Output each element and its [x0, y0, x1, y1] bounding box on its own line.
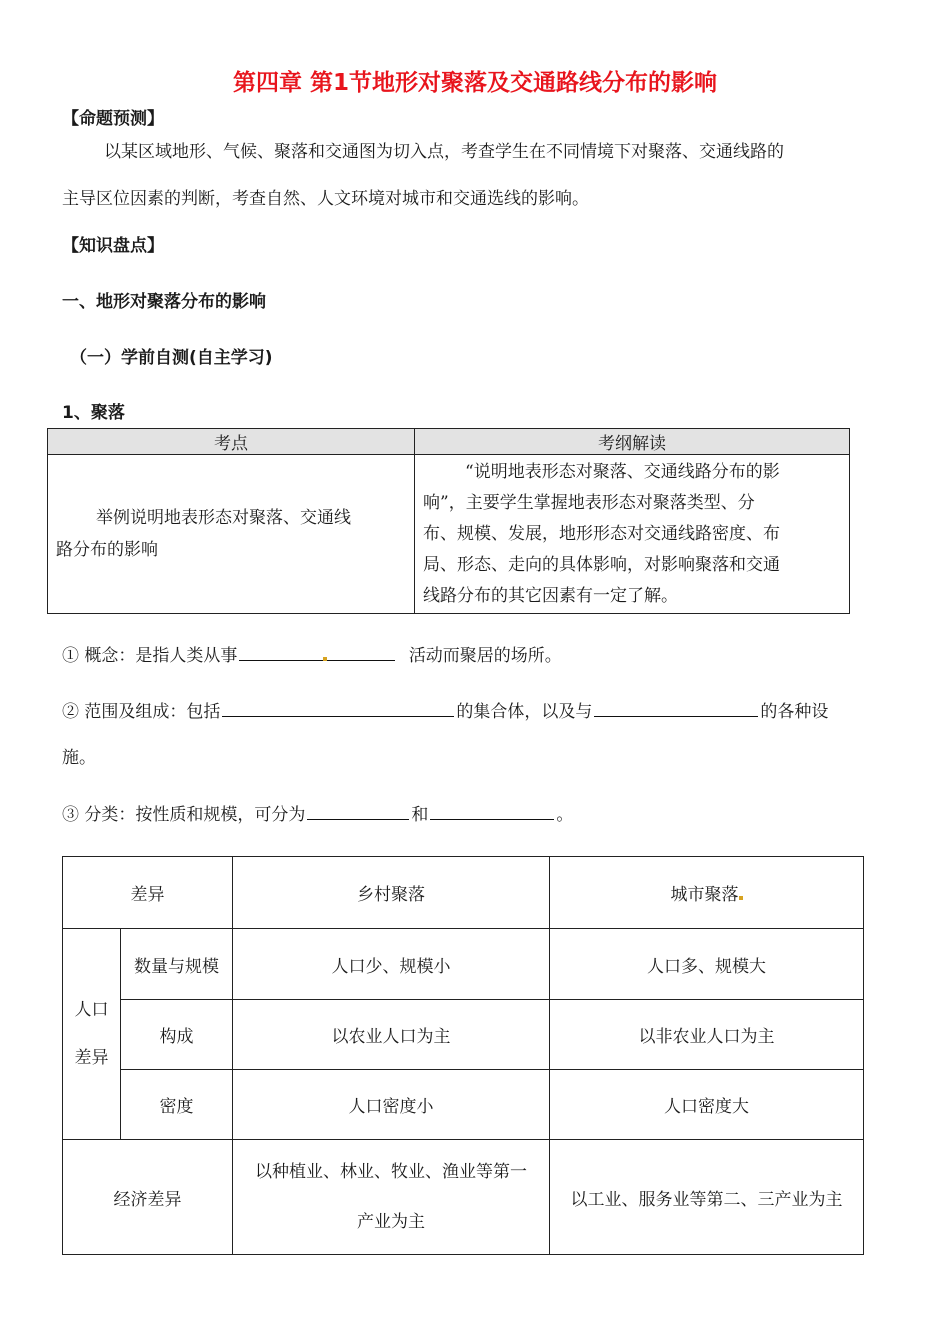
compare-header-difference: 差异: [63, 857, 233, 929]
q3-suffix: 。: [556, 805, 574, 825]
q3-middle: 和: [411, 805, 429, 825]
prediction-text-line-1: 以某区域地形、气候、聚落和交通图为切入点，考查学生在不同情境下对聚落、交通线路的: [104, 142, 784, 162]
prediction-text-line-2: 主导区位因素的判断，考查自然、人文环境对城市和交通选线的影响。: [62, 189, 589, 209]
syllabus-point-line-1: 举例说明地表形态对聚落、交通线: [96, 508, 351, 528]
row-label-density: 密度: [121, 1070, 233, 1140]
scope-blank-2[interactable]: [594, 698, 758, 717]
syllabus-header-point: 考点: [48, 429, 415, 455]
question-classification: [62, 793, 573, 837]
q2-prefix: ② 范围及组成：包括: [62, 702, 221, 722]
q2-suffix: 的各种设: [760, 702, 829, 722]
classification-blank-2[interactable]: [430, 801, 554, 820]
page-title: 第四章 第1节地形对聚落及交通路线分布的影响: [232, 70, 717, 96]
question-concept: [62, 634, 562, 678]
settlement-comparison-table: [62, 856, 864, 1255]
q2-line-2: 施。: [62, 748, 96, 768]
item-heading-settlement: 1、聚落: [62, 403, 125, 423]
classification-blank-1[interactable]: [307, 801, 409, 820]
syllabus-table: [47, 428, 850, 614]
knowledge-heading: 【知识盘点】: [62, 236, 164, 256]
row-label-quantity-scale: 数量与规模: [121, 929, 233, 1000]
scope-blank-1[interactable]: [222, 698, 454, 717]
syllabus-reading-cell: [415, 455, 850, 614]
q1-prefix: ① 概念：是指人类从事: [62, 646, 238, 666]
prediction-heading: 【命题预测】: [62, 109, 164, 129]
economic-difference-label: 经济差异: [63, 1140, 233, 1255]
section-heading-1: 一、地形对聚落分布的影响: [62, 292, 266, 312]
urban-economy: 以工业、服务业等第二、三产业为主: [550, 1140, 864, 1255]
row-label-composition: 构成: [121, 1000, 233, 1070]
compare-header-rural: 乡村聚落: [233, 857, 550, 929]
question-scope: [62, 690, 828, 734]
syllabus-reading-line: 线路分布的其它因素有一定了解。: [423, 585, 678, 606]
urban-density: 人口密度大: [550, 1070, 864, 1140]
syllabus-reading-line: 响”，主要学生掌握地表形态对聚落类型、分: [423, 492, 755, 513]
rural-quantity-scale: 人口少、规模小: [233, 929, 550, 1000]
rural-density: 人口密度小: [233, 1070, 550, 1140]
q2-middle: 的集合体，以及与: [456, 702, 593, 722]
syllabus-header-reading: 考纲解读: [415, 429, 850, 455]
urban-quantity-scale: 人口多、规模大: [550, 929, 864, 1000]
subsection-heading: （一）学前自测(自主学习): [70, 348, 273, 368]
rural-economy: 以种植业、林业、牧业、渔业等第一 产业为主: [233, 1140, 550, 1255]
syllabus-reading-line: 布、规模、发展，地形形态对交通线路密度、布: [423, 523, 780, 544]
compare-header-urban: 城市聚落: [550, 857, 864, 929]
syllabus-point-line-2: 路分布的影响: [56, 540, 158, 560]
concept-blank[interactable]: [239, 642, 395, 661]
syllabus-reading-line: 局、形态、走向的具体影响，对影响聚落和交通: [423, 554, 780, 575]
syllabus-reading-line: “说明地表形态对聚落、交通线路分布的影: [465, 461, 780, 482]
urban-composition: 以非农业人口为主: [550, 1000, 864, 1070]
q3-prefix: ③ 分类：按性质和规模，可分为: [62, 805, 306, 825]
population-difference-label: 人口 差异: [63, 929, 121, 1140]
syllabus-point-cell: [48, 455, 415, 614]
rural-composition: 以农业人口为主: [233, 1000, 550, 1070]
q1-suffix: 活动而聚居的场所。: [408, 646, 562, 666]
